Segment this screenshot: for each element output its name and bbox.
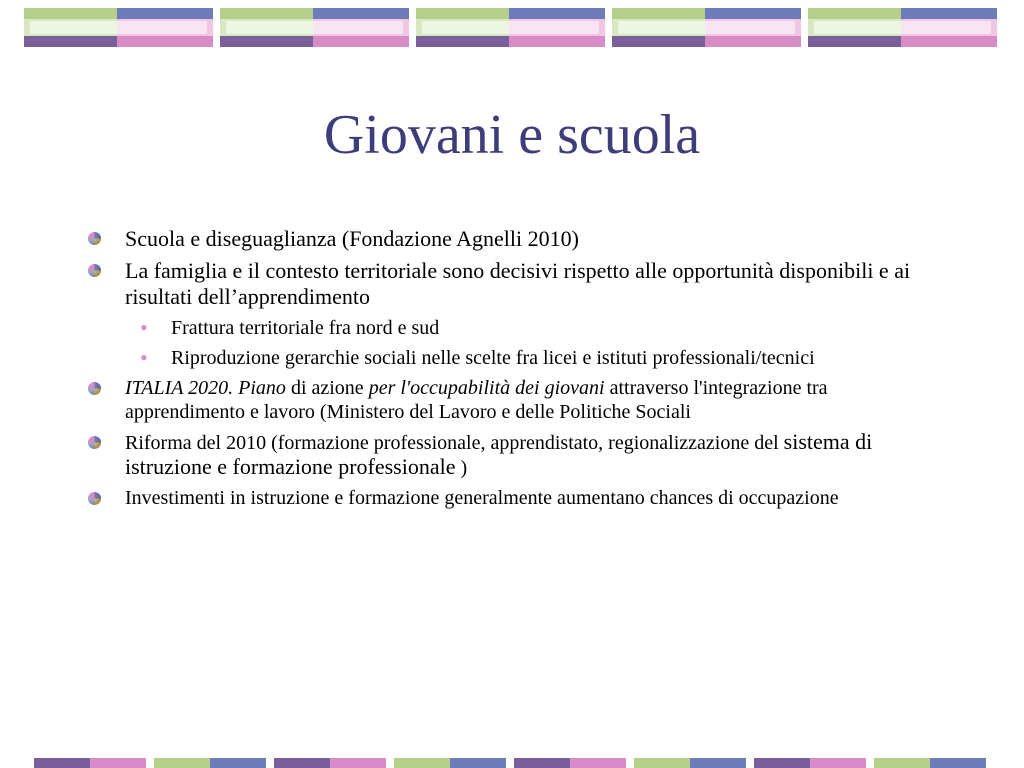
- sub-bullet-icon: •: [140, 315, 148, 340]
- bullet-icon: [88, 264, 101, 277]
- list-item: [88, 486, 948, 510]
- bullet-text: Investimenti in istruzione e formazione generalmente aumentano chances di occupazione: [125, 487, 839, 509]
- bullet-icon: [88, 436, 101, 449]
- banner-block: [220, 8, 409, 47]
- bullet-list: [88, 226, 948, 516]
- bottom-decorative-banner: [0, 758, 1024, 768]
- top-decorative-banner: [0, 0, 1024, 50]
- bullet-icon: [88, 382, 101, 395]
- list-item: [88, 376, 948, 424]
- sub-bullet-icon: •: [140, 345, 148, 370]
- bullet-text: ITALIA 2020. Piano di azione per l'occupabilità dei giovani attraverso l'integrazione tra apprendimento e lavoro (Ministero del Lavoro e delle Politiche Sociali: [125, 377, 828, 423]
- banner-block: [612, 8, 801, 47]
- list-item: [88, 430, 948, 480]
- italic-text: per l'occupabilità dei giovani: [368, 377, 605, 399]
- bullet-text: Scuola e diseguaglianza (Fondazione Agnelli 2010): [125, 226, 579, 251]
- sub-list-item: [88, 346, 948, 370]
- bullet-text: Riforma del 2010 (formazione professionale, apprendistato, regionalizzazione del sistema di istruzione e formazione professionale ): [125, 429, 873, 479]
- sub-bullet-text: Riproduzione gerarchie sociali nelle scelte fra licei e istituti professionali/tecnici: [171, 347, 815, 369]
- list-item: [88, 258, 948, 310]
- bullet-icon: [88, 492, 101, 505]
- banner-block: [24, 8, 213, 47]
- slide-title: Giovani e scuola: [323, 104, 701, 166]
- sub-list-item: [88, 316, 948, 340]
- bullet-text: La famiglia e il contesto territoriale sono decisivi rispetto alle opportunità disponibili e ai risultati dell’apprendimento: [125, 258, 911, 309]
- italic-text: ITALIA 2020. Piano: [125, 377, 286, 399]
- banner-block: [416, 8, 605, 47]
- sub-bullet-text: Frattura territoriale fra nord e sud: [171, 317, 440, 339]
- banner-block: [808, 8, 997, 47]
- bullet-icon: [88, 232, 101, 245]
- list-item: [88, 226, 948, 252]
